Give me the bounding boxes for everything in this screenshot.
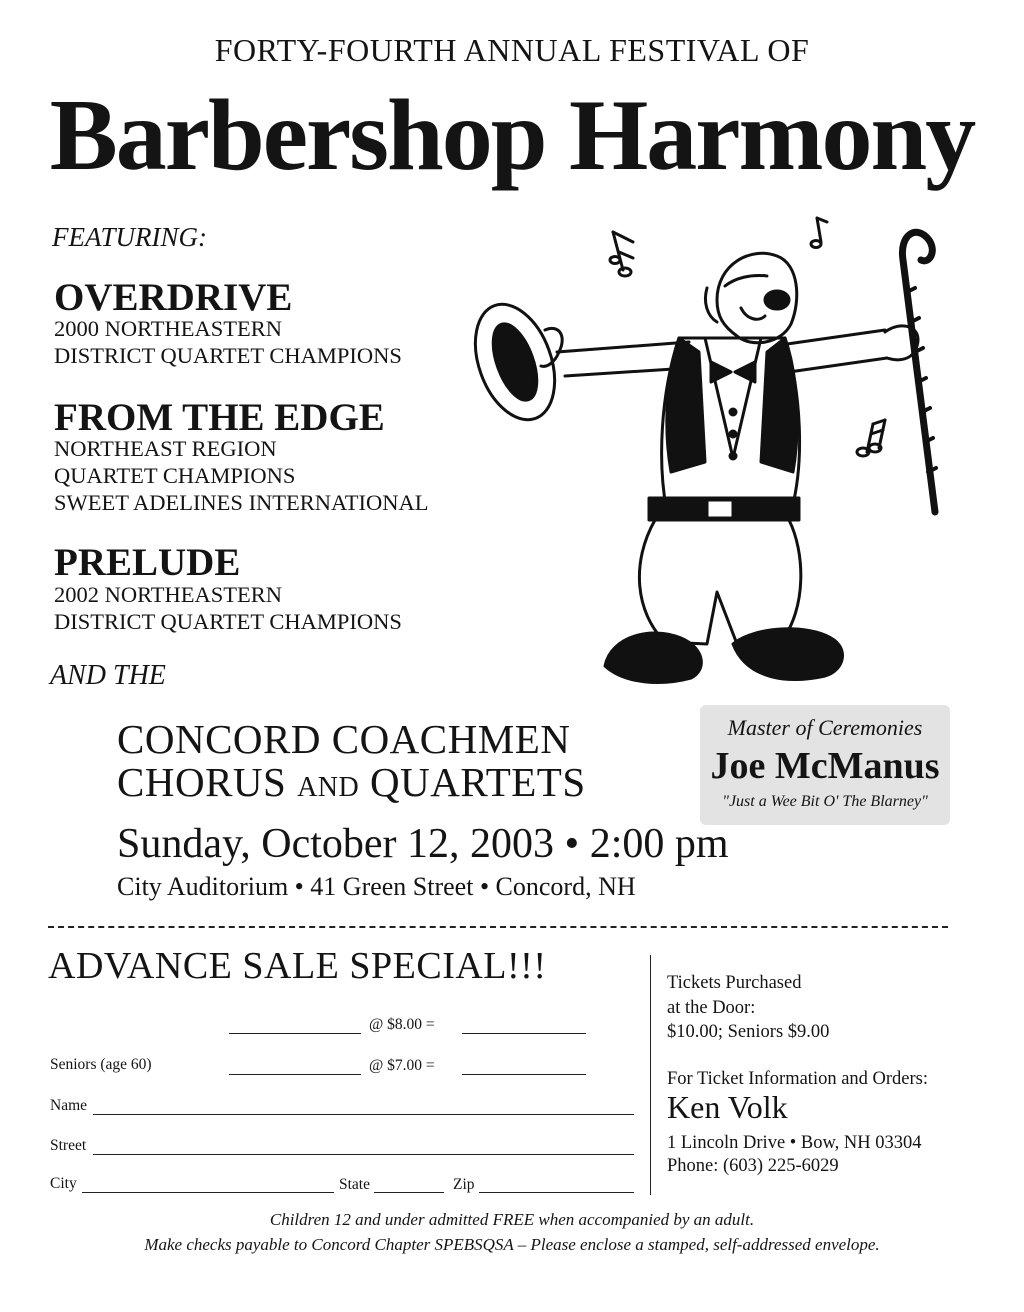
chorus-name-line1: CONCORD COACHMEN (117, 716, 571, 762)
mc-label: Master of Ceremonies (727, 715, 923, 740)
featuring-label: FEATURING: (52, 222, 207, 252)
name-field[interactable] (93, 1114, 634, 1115)
children-note: Children 12 and under admitted FREE when accompanied by an adult. (269, 1210, 755, 1229)
chorus-word-and: AND (297, 772, 360, 803)
act-description-line: DISTRICT QUARTET CHAMPIONS (54, 609, 402, 634)
chorus-name-line2 (117, 758, 586, 806)
city-field[interactable] (82, 1192, 334, 1193)
act-description-line: NORTHEAST REGION (54, 436, 277, 461)
street-field[interactable] (93, 1154, 634, 1155)
event-venue: City Auditorium • 41 Green Street • Concord, NH (117, 872, 636, 901)
adult-price-label: @ $8.00 = (369, 1016, 435, 1033)
senior-qty-field[interactable] (229, 1074, 361, 1075)
door-info-line1: Tickets Purchased (667, 973, 802, 993)
mc-name: Joe McManus (710, 745, 940, 787)
act-description-line: QUARTET CHAMPIONS (54, 463, 296, 488)
zip-label: Zip (453, 1176, 475, 1193)
act-description-line: 2002 NORTHEASTERN (54, 582, 283, 607)
cut-line-divider (48, 926, 948, 928)
barbershop-singer-illustration (455, 212, 950, 694)
chorus-word: CHORUS (117, 759, 287, 805)
act-description-line: SWEET ADELINES INTERNATIONAL (54, 490, 429, 515)
music-note-icon (857, 420, 885, 456)
adult-total-field[interactable] (462, 1033, 586, 1034)
state-label: State (339, 1176, 370, 1193)
contact-name: Ken Volk (667, 1089, 788, 1125)
and-the-label: AND THE (50, 660, 166, 691)
zip-field[interactable] (479, 1192, 634, 1193)
chorus-word: QUARTETS (370, 759, 586, 805)
door-info-line2: at the Door: (667, 998, 756, 1018)
street-label: Street (50, 1137, 87, 1154)
mc-tagline: "Just a Wee Bit O' The Blarney" (722, 793, 928, 810)
contact-heading: For Ticket Information and Orders: (667, 1069, 929, 1089)
state-field[interactable] (374, 1192, 444, 1193)
city-label: City (50, 1175, 77, 1192)
contact-phone: Phone: (603) 225-6029 (667, 1156, 839, 1176)
festival-pretitle: FORTY-FOURTH ANNUAL FESTIVAL OF (214, 32, 810, 68)
advance-sale-heading: ADVANCE SALE SPECIAL!!! (48, 945, 547, 987)
door-info-prices: $10.00; Seniors $9.00 (667, 1022, 830, 1042)
festival-title: Barbershop Harmony (49, 79, 975, 192)
music-note-icon (610, 232, 633, 276)
act-name-overdrive: OVERDRIVE (54, 276, 293, 319)
act-description-line: DISTRICT QUARTET CHAMPIONS (54, 343, 402, 368)
music-note-icon (811, 218, 827, 248)
vertical-divider (650, 955, 651, 1195)
name-label: Name (50, 1097, 88, 1114)
act-name-prelude: PRELUDE (54, 541, 241, 584)
act-description-line: 2000 NORTHEASTERN (54, 316, 283, 341)
contact-address: 1 Lincoln Drive • Bow, NH 03304 (667, 1133, 922, 1153)
senior-total-field[interactable] (462, 1074, 586, 1075)
adult-qty-field[interactable] (229, 1033, 361, 1034)
senior-price-label: @ $7.00 = (369, 1057, 435, 1074)
seniors-label: Seniors (age 60) (50, 1056, 152, 1073)
event-date-time: Sunday, October 12, 2003 • 2:00 pm (117, 821, 729, 867)
act-name-from-the-edge: FROM THE EDGE (54, 396, 385, 439)
payment-note: Make checks payable to Concord Chapter SPEBSQSA – Please enclose a stamped, self-addressed envelope. (144, 1235, 880, 1254)
